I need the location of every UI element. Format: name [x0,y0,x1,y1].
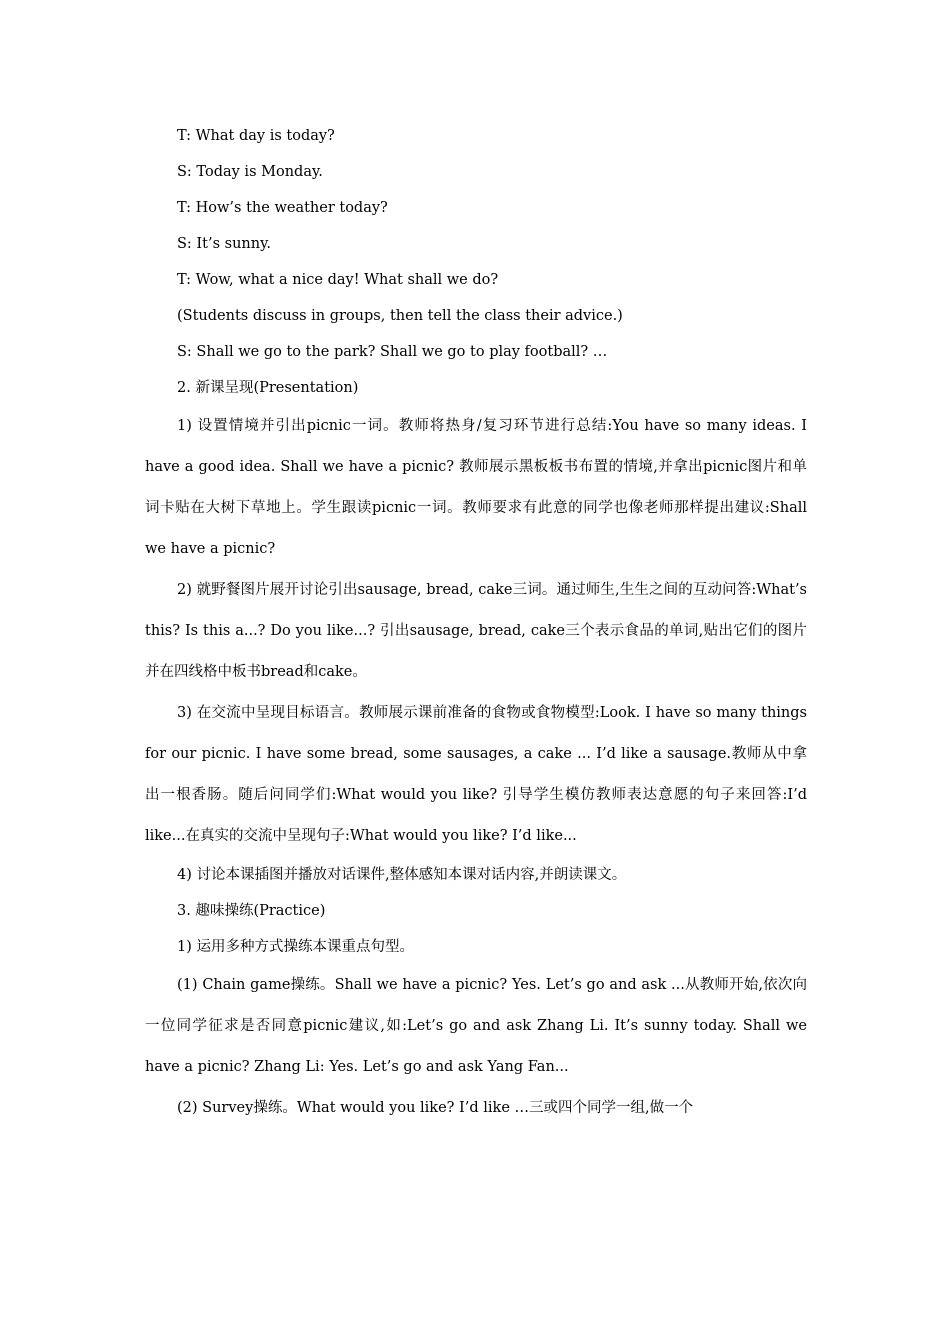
document-body [145,118,807,1129]
paragraph: (1) Chain game操练。Shall we have a picnic? Yes. Let’s go and ask ...从教师开始,依次向一位同学征求是否同意picnic建议,如:Let’s go and ask Zhang Li. It’s sunny today. Shall we have a picnic? Zhang Li: Yes. Let’s go and ask Yang Fan... [145,977,807,1075]
paragraph: 4) 讨论本课插图并播放对话课件,整体感知本课对话内容,并朗读课文。 [177,867,627,883]
dialogue-line: S: Today is Monday. [177,164,323,180]
paragraph: 2) 就野餐图片展开讨论引出sausage, bread, cake三词。通过师生,生生之间的互动问答:What’s this? Is this a...? Do you like...? 引出sausage, bread, cake三个表示食品的单词,贴出它们的图片并在四线格中板书bread和cake。 [145,582,807,680]
section-heading-presentation: 2. 新课呈现(Presentation) [177,380,359,396]
section-heading-practice: 3. 趣味操练(Practice) [177,903,326,919]
paragraph: 3) 在交流中呈现目标语言。教师展示课前准备的食物或食物模型:Look. I have so many things for our picnic. I have some bread, some sausages, a cake ... I’d like a sausage.教师从中拿出一根香肠。随后问同学们:What would you like? 引导学生模仿教师表达意愿的句子来回答:I’d like...在真实的交流中呈现句子:What would you like? I’d like... [145,705,807,844]
paragraph: (2) Survey操练。What would you like? I’d like …三或四个同学一组,做一个 [177,1100,694,1116]
paragraph: 1) 运用多种方式操练本课重点句型。 [177,939,414,955]
dialogue-line: T: What day is today? [177,128,335,144]
dialogue-line: S: It’s sunny. [177,236,271,252]
paragraph: 1) 设置情境并引出picnic一词。教师将热身/复习环节进行总结:You have so many ideas. I have a good idea. Shall we have a picnic? 教师展示黑板板书布置的情境,并拿出picnic图片和单词卡贴在大树下草地上。学生跟读picnic一词。教师要求有此意的同学也像老师那样提出建议:Shall we have a picnic? [145,418,807,557]
dialogue-line: S: Shall we go to the park? Shall we go to play football? … [177,344,608,360]
dialogue-line: T: Wow, what a nice day! What shall we do? [177,272,499,288]
dialogue-note: (Students discuss in groups, then tell the class their advice.) [177,308,623,324]
dialogue-line: T: How’s the weather today? [177,200,388,216]
